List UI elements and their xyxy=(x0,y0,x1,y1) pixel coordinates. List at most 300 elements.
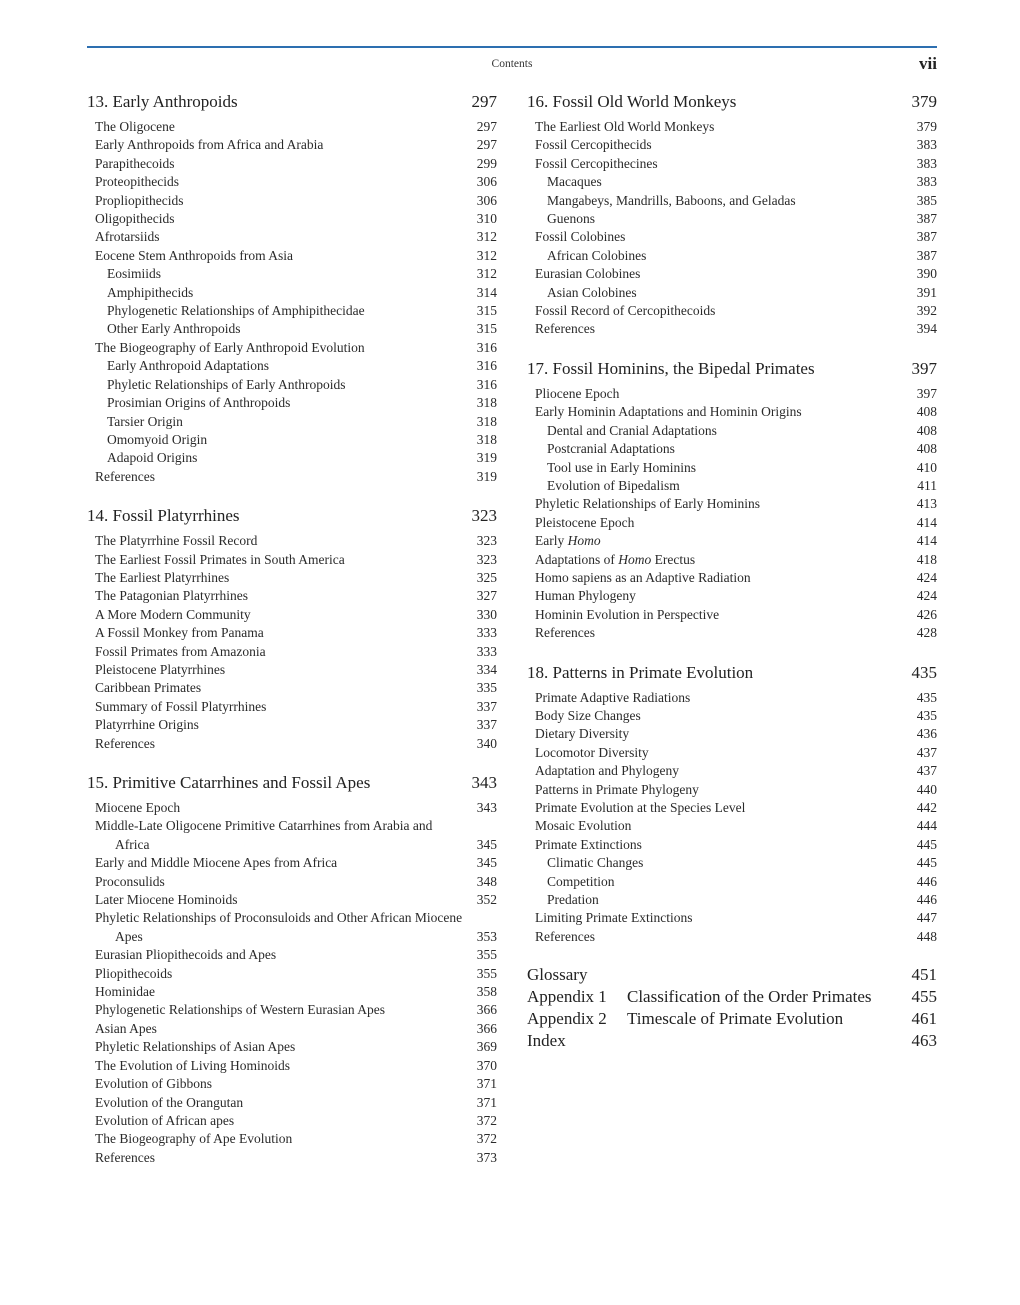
entry-page: 323 xyxy=(476,533,497,549)
entry-title: References xyxy=(95,468,155,484)
toc-entry[interactable] xyxy=(527,744,937,762)
entry-title: Asian Colobines xyxy=(547,284,637,300)
toc-entry[interactable] xyxy=(527,284,937,302)
entry-title: Hominidae xyxy=(95,984,155,1000)
entry-page: 312 xyxy=(476,229,497,245)
entry-page: 426 xyxy=(916,606,937,622)
backmatter-page: 461 xyxy=(911,1009,937,1029)
toc-entry[interactable] xyxy=(87,155,497,173)
chapter-heading[interactable] xyxy=(527,90,937,114)
entry-page: 428 xyxy=(916,625,937,641)
toc-entry[interactable] xyxy=(87,643,497,661)
entry-title: Phyletic Relationships of Early Anthropoids xyxy=(107,376,346,392)
entry-title: Fossil Cercopithecids xyxy=(535,137,652,153)
toc-entry[interactable] xyxy=(87,1001,497,1019)
entry-page: 397 xyxy=(916,385,937,401)
entry-title: Body Size Changes xyxy=(535,707,641,723)
toc-entry[interactable] xyxy=(527,173,937,191)
entry-title: Evolution of Bipedalism xyxy=(547,477,680,493)
entry-title: Eurasian Pliopithecoids and Apes xyxy=(95,947,277,963)
entry-title: The Biogeography of Early Anthropoid Evolution xyxy=(95,339,365,355)
toc-entry[interactable] xyxy=(87,1149,497,1167)
chapter-16 xyxy=(527,90,937,339)
toc-entry[interactable] xyxy=(527,403,937,421)
entry-page: 392 xyxy=(916,303,937,319)
entry-page: 408 xyxy=(916,422,937,438)
entry-title: The Platyrrhine Fossil Record xyxy=(95,533,258,549)
entry-title: Limiting Primate Extinctions xyxy=(535,910,693,926)
entry-page: 370 xyxy=(476,1057,497,1073)
toc-entry[interactable] xyxy=(527,514,937,532)
toc-entry[interactable] xyxy=(527,228,937,246)
entry-title: A Fossil Monkey from Panama xyxy=(95,625,264,641)
entry-page: 387 xyxy=(916,229,937,245)
entry-page: 330 xyxy=(476,606,497,622)
entry-page: 448 xyxy=(916,928,937,944)
chapter-page: 435 xyxy=(911,662,937,682)
entry-title: References xyxy=(535,928,595,944)
toc-entry[interactable] xyxy=(87,532,497,550)
entry-page: 299 xyxy=(476,155,497,171)
entry-page: 383 xyxy=(916,155,937,171)
toc-entry[interactable] xyxy=(87,854,497,872)
entry-page: 318 xyxy=(476,431,497,447)
entry-title: The Evolution of Living Hominoids xyxy=(95,1057,290,1073)
running-title: Contents xyxy=(491,58,533,70)
entry-page: 345 xyxy=(476,855,497,871)
toc-entry[interactable] xyxy=(527,873,937,891)
toc-entry[interactable] xyxy=(87,1057,497,1075)
entry-title: A More Modern Community xyxy=(95,606,251,622)
entry-title: Amphipithecids xyxy=(107,284,194,300)
toc-entry[interactable] xyxy=(87,1112,497,1130)
chapter-title: 15. Primitive Catarrhines and Fossil Apes xyxy=(87,773,371,792)
chapter-title: 14. Fossil Platyrrhines xyxy=(87,506,240,526)
entry-title: Pleistocene Epoch xyxy=(535,514,635,530)
entry-page: 383 xyxy=(916,174,937,190)
entry-page: 337 xyxy=(476,717,497,733)
toc-entry[interactable] xyxy=(87,228,497,246)
entry-title: Tool use in Early Hominins xyxy=(547,459,697,475)
chapter-heading[interactable] xyxy=(527,661,937,685)
entry-title: Eurasian Colobines xyxy=(535,266,641,282)
toc-entry[interactable] xyxy=(527,928,937,946)
entry-title: The Biogeography of Ape Evolution xyxy=(95,1131,293,1147)
toc-entry[interactable] xyxy=(527,155,937,173)
entry-page: 372 xyxy=(476,1112,497,1128)
toc-entry[interactable] xyxy=(87,247,497,265)
entry-page: 445 xyxy=(916,836,937,852)
chapter-heading[interactable] xyxy=(87,90,497,114)
entry-page: 394 xyxy=(916,321,937,337)
toc-entry[interactable] xyxy=(87,946,497,964)
entry-page: 312 xyxy=(476,247,497,263)
toc-entry[interactable] xyxy=(87,136,497,154)
toc-entry[interactable] xyxy=(87,468,497,486)
toc-entry[interactable] xyxy=(87,357,497,375)
entry-page: 369 xyxy=(476,1039,497,1055)
entry-title: Pleistocene Platyrrhines xyxy=(95,661,226,677)
entry-page: 418 xyxy=(916,551,937,567)
entry-page: 379 xyxy=(916,119,937,134)
entry-title: Hominin Evolution in Perspective xyxy=(535,606,720,622)
toc-entry[interactable] xyxy=(87,965,497,983)
chapter-page: 343 xyxy=(471,773,497,792)
chapter-page: 379 xyxy=(911,92,937,111)
entry-page: 435 xyxy=(916,707,937,723)
entry-title: Early Homo xyxy=(535,533,601,549)
toc-entry[interactable] xyxy=(87,551,497,569)
entry-title: The Patagonian Platyrrhines xyxy=(95,588,248,604)
toc-entry[interactable] xyxy=(87,661,497,679)
entry-title: Fossil Primates from Amazonia xyxy=(95,643,266,659)
entry-page: 385 xyxy=(916,192,937,208)
entry-page: 408 xyxy=(916,441,937,457)
toc-entry[interactable] xyxy=(527,725,937,743)
toc-entry[interactable] xyxy=(87,284,497,302)
toc-entry[interactable] xyxy=(87,449,497,467)
toc-entry[interactable] xyxy=(87,431,497,449)
chapter-page: 397 xyxy=(911,358,937,378)
toc-entry[interactable] xyxy=(527,551,937,569)
entry-page: 366 xyxy=(476,1020,497,1036)
entry-title: The Earliest Fossil Primates in South America xyxy=(95,551,345,567)
entry-page: 411 xyxy=(917,477,937,493)
entry-page: 414 xyxy=(916,514,937,530)
entry-title: The Oligocene xyxy=(95,119,175,134)
entry-page: 297 xyxy=(476,137,497,153)
entry-title: The Earliest Platyrrhines xyxy=(95,569,230,585)
toc-entry[interactable] xyxy=(87,376,497,394)
chapter-14 xyxy=(87,504,497,753)
entry-title: Adaptation and Phylogeny xyxy=(535,763,679,779)
entry-page: 325 xyxy=(476,569,497,585)
toc-entry[interactable] xyxy=(527,459,937,477)
toc-entry[interactable] xyxy=(527,192,937,210)
toc-entry[interactable] xyxy=(87,173,497,191)
entry-title: Early Anthropoids from Africa and Arabia xyxy=(95,137,324,153)
chapter-page: 323 xyxy=(471,506,497,526)
toc-entry[interactable] xyxy=(87,873,497,891)
entry-title: Platyrrhine Origins xyxy=(95,717,199,733)
entry-page: 372 xyxy=(476,1131,497,1147)
entry-page: 327 xyxy=(476,588,497,604)
entry-title: Dental and Cranial Adaptations xyxy=(547,422,717,438)
entry-title: Eocene Stem Anthropoids from Asia xyxy=(95,247,293,263)
entry-page: 306 xyxy=(476,174,497,190)
entry-page: 315 xyxy=(476,303,497,319)
chapter-17 xyxy=(527,357,937,643)
backmatter-title: Timescale of Primate Evolution xyxy=(627,1009,844,1029)
entry-title: Dietary Diversity xyxy=(535,726,630,742)
toc-entry[interactable] xyxy=(527,265,937,283)
entry-page: 414 xyxy=(916,533,937,549)
entry-page: 445 xyxy=(916,855,937,871)
entry-title: Fossil Record of Cercopithecoids xyxy=(535,303,716,319)
entry-page: 437 xyxy=(916,763,937,779)
toc-entry[interactable] xyxy=(87,569,497,587)
chapter-15 xyxy=(87,771,497,1167)
entry-title: Macaques xyxy=(547,174,602,190)
entry-page: 387 xyxy=(916,211,937,227)
entry-page: 447 xyxy=(916,910,937,926)
entry-title: Guenons xyxy=(547,211,595,227)
entry-title: Phyletic Relationships of Proconsuloids and Other African Miocene Apes xyxy=(95,910,463,944)
entry-page: 333 xyxy=(476,625,497,641)
entry-page: 340 xyxy=(476,735,497,751)
entry-page: 355 xyxy=(476,947,497,963)
entry-title: Parapithecoids xyxy=(95,155,175,171)
backmatter-list xyxy=(527,964,937,1052)
entry-title: Primate Evolution at the Species Level xyxy=(535,800,746,815)
entry-page: 337 xyxy=(476,698,497,714)
entry-page: 314 xyxy=(476,284,497,300)
toc-column-right xyxy=(527,90,937,1052)
chapter-heading[interactable] xyxy=(87,771,497,795)
backmatter-entry[interactable] xyxy=(527,1030,937,1052)
toc-entry[interactable] xyxy=(87,587,497,605)
toc-entry[interactable] xyxy=(87,698,497,716)
entry-title: Early and Middle Miocene Apes from Africa xyxy=(95,855,338,871)
entry-title: Fossil Cercopithecines xyxy=(535,155,658,171)
backmatter-title xyxy=(627,1030,912,1052)
backmatter-entry[interactable] xyxy=(527,964,937,986)
toc-entry[interactable] xyxy=(527,707,937,725)
toc-entry[interactable] xyxy=(87,302,497,320)
entry-title: Afrotarsiids xyxy=(95,229,160,245)
entry-title: Early Hominin Adaptations and Hominin Origins xyxy=(535,404,802,420)
chapter-title: 18. Patterns in Primate Evolution xyxy=(527,662,754,682)
toc-entry[interactable] xyxy=(87,735,497,753)
backmatter-page: 463 xyxy=(911,1031,937,1051)
entry-title: African Colobines xyxy=(547,247,647,263)
toc-entry[interactable] xyxy=(87,192,497,210)
entry-page: 353 xyxy=(476,928,497,944)
toc-entry[interactable] xyxy=(527,422,937,440)
entry-title: Adapoid Origins xyxy=(107,450,198,466)
entry-page: 424 xyxy=(916,588,937,604)
backmatter-page: 455 xyxy=(911,987,937,1007)
backmatter-label: Appendix 2 xyxy=(527,1009,607,1029)
entry-title: Phyletic Relationships of Asian Apes xyxy=(95,1039,296,1055)
toc-entry[interactable] xyxy=(87,716,497,734)
entry-page: 410 xyxy=(916,459,937,475)
toc-entry[interactable] xyxy=(527,247,937,265)
toc-entry[interactable] xyxy=(87,817,497,854)
entry-page: 387 xyxy=(916,247,937,263)
entry-page: 318 xyxy=(476,395,497,411)
toc-entry[interactable] xyxy=(87,1094,497,1112)
entry-page: 371 xyxy=(476,1076,497,1092)
toc-entry[interactable] xyxy=(527,587,937,605)
entry-title: Climatic Changes xyxy=(547,855,644,871)
entry-page: 319 xyxy=(476,468,497,484)
backmatter-title: Classification of the Order Primates xyxy=(627,987,872,1007)
entry-title: The Earliest Old World Monkeys xyxy=(535,119,715,134)
entry-title: Summary of Fossil Platyrrhines xyxy=(95,698,267,714)
entry-title: References xyxy=(95,735,155,751)
entry-page: 352 xyxy=(476,892,497,908)
toc-entry[interactable] xyxy=(527,440,937,458)
toc-entry[interactable] xyxy=(527,569,937,587)
entry-title: Eosimiids xyxy=(107,266,162,282)
toc-entry[interactable] xyxy=(527,118,937,136)
toc-entry[interactable] xyxy=(527,320,937,338)
entry-page: 383 xyxy=(916,137,937,153)
entry-title: Patterns in Primate Phylogeny xyxy=(535,781,699,797)
toc-entry[interactable] xyxy=(87,394,497,412)
entry-title: Evolution of Gibbons xyxy=(95,1076,212,1092)
entry-title: Miocene Epoch xyxy=(95,800,181,815)
entry-title: Proconsulids xyxy=(95,873,165,889)
running-header xyxy=(87,54,937,74)
toc-entry[interactable] xyxy=(527,689,937,707)
toc-entry[interactable] xyxy=(87,265,497,283)
entry-title: Prosimian Origins of Anthropoids xyxy=(107,395,291,411)
header-rule xyxy=(87,46,937,48)
toc-entry[interactable] xyxy=(87,891,497,909)
entry-title: Early Anthropoid Adaptations xyxy=(107,358,269,374)
entry-title: Primate Adaptive Radiations xyxy=(535,689,691,705)
entry-page: 446 xyxy=(916,873,937,889)
toc-entry[interactable] xyxy=(87,909,497,946)
entry-page: 316 xyxy=(476,376,497,392)
chapter-title: 13. Early Anthropoids xyxy=(87,92,238,111)
toc-entry[interactable] xyxy=(527,891,937,909)
entry-title: References xyxy=(535,625,595,641)
backmatter-entry[interactable] xyxy=(527,986,937,1008)
entry-page: 355 xyxy=(476,965,497,981)
entry-page: 371 xyxy=(476,1094,497,1110)
entry-page: 333 xyxy=(476,643,497,659)
entry-page: 358 xyxy=(476,984,497,1000)
entry-title: Human Phylogeny xyxy=(535,588,636,604)
entry-title: Fossil Colobines xyxy=(535,229,626,245)
entry-title: Asian Apes xyxy=(95,1020,157,1036)
toc-entry[interactable] xyxy=(527,799,937,817)
chapter-18 xyxy=(527,661,937,947)
entry-title: Competition xyxy=(547,873,615,889)
chapter-heading[interactable] xyxy=(527,357,937,381)
entry-page: 323 xyxy=(476,551,497,567)
toc-entry[interactable] xyxy=(87,1038,497,1056)
entry-title: Primate Extinctions xyxy=(535,836,642,852)
toc-entry[interactable] xyxy=(87,624,497,642)
entry-title: Phylogenetic Relationships of Amphipithecidae xyxy=(107,303,365,319)
entry-title: Tarsier Origin xyxy=(107,413,183,429)
toc-entry[interactable] xyxy=(87,1075,497,1093)
toc-entry[interactable] xyxy=(527,477,937,495)
entry-page: 442 xyxy=(916,800,937,815)
toc-column-left xyxy=(87,90,497,1185)
entry-page: 408 xyxy=(916,404,937,420)
chapter-heading[interactable] xyxy=(87,504,497,528)
chapter-title: 16. Fossil Old World Monkeys xyxy=(527,92,737,111)
entry-title: Middle-Late Oligocene Primitive Catarrhines from Arabia and Africa xyxy=(95,818,433,852)
toc-entry[interactable] xyxy=(87,210,497,228)
toc-entry[interactable] xyxy=(87,799,497,817)
entry-title: Phylogenetic Relationships of Western Eurasian Apes xyxy=(95,1002,385,1018)
entry-page: 348 xyxy=(476,873,497,889)
toc-entry[interactable] xyxy=(527,909,937,927)
entry-title: Caribbean Primates xyxy=(95,680,202,696)
chapter-page: 297 xyxy=(471,92,497,111)
toc-entry[interactable] xyxy=(87,118,497,136)
toc-entry[interactable] xyxy=(87,320,497,338)
entry-title: Postcranial Adaptations xyxy=(547,441,675,457)
toc-entry[interactable] xyxy=(87,983,497,1001)
page-number: vii xyxy=(919,54,937,73)
toc-entry[interactable] xyxy=(527,854,937,872)
backmatter-entry[interactable] xyxy=(527,1008,937,1030)
entry-page: 319 xyxy=(476,450,497,466)
entry-title: Later Miocene Hominoids xyxy=(95,892,238,908)
entry-page: 366 xyxy=(476,1002,497,1018)
entry-title: Evolution of the Orangutan xyxy=(95,1094,244,1110)
entry-page: 318 xyxy=(476,413,497,429)
toc-entry[interactable] xyxy=(87,413,497,431)
entry-page: 435 xyxy=(916,689,937,705)
entry-title: Mangabeys, Mandrills, Baboons, and Geladas xyxy=(547,192,796,208)
entry-page: 391 xyxy=(916,284,937,300)
toc-entry[interactable] xyxy=(527,495,937,513)
backmatter-label: Appendix 1 xyxy=(527,987,607,1007)
entry-title: Adaptations of Homo Erectus xyxy=(535,551,696,567)
entry-page: 373 xyxy=(476,1149,497,1165)
entry-title: Omomyoid Origin xyxy=(107,431,208,447)
toc-entry[interactable] xyxy=(527,606,937,624)
entry-title: Proteopithecids xyxy=(95,174,179,190)
toc-entry[interactable] xyxy=(527,624,937,642)
entry-page: 335 xyxy=(476,680,497,696)
entry-page: 316 xyxy=(476,358,497,374)
toc-entry[interactable] xyxy=(527,136,937,154)
toc-entry[interactable] xyxy=(527,762,937,780)
entry-page: 316 xyxy=(476,339,497,355)
entry-page: 310 xyxy=(476,211,497,227)
entry-page: 306 xyxy=(476,192,497,208)
entry-page: 440 xyxy=(916,781,937,797)
toc-entry[interactable] xyxy=(527,781,937,799)
entry-title: Locomotor Diversity xyxy=(535,744,649,760)
toc-entry[interactable] xyxy=(527,817,937,835)
entry-page: 446 xyxy=(916,892,937,908)
entry-page: 436 xyxy=(916,726,937,742)
entry-page: 345 xyxy=(476,836,497,852)
toc-entry[interactable] xyxy=(527,210,937,228)
entry-page: 424 xyxy=(916,569,937,585)
entry-title: Pliopithecoids xyxy=(95,965,173,981)
toc-entry[interactable] xyxy=(87,1130,497,1148)
toc-entry[interactable] xyxy=(87,339,497,357)
entry-title: References xyxy=(95,1149,155,1165)
chapter-title: 17. Fossil Hominins, the Bipedal Primates xyxy=(527,358,815,378)
entry-title: Evolution of African apes xyxy=(95,1112,235,1128)
toc-entry[interactable] xyxy=(87,1020,497,1038)
entry-page: 444 xyxy=(916,818,937,834)
toc-entry[interactable] xyxy=(527,385,937,403)
toc-entry[interactable] xyxy=(527,532,937,550)
entry-page: 343 xyxy=(476,800,497,815)
backmatter-label: Index xyxy=(527,1031,566,1051)
toc-entry[interactable] xyxy=(527,836,937,854)
backmatter-page: 451 xyxy=(911,965,937,985)
toc-entry[interactable] xyxy=(87,606,497,624)
entry-page: 437 xyxy=(916,744,937,760)
toc-entry[interactable] xyxy=(87,679,497,697)
toc-entry[interactable] xyxy=(527,302,937,320)
entry-title: Homo sapiens as an Adaptive Radiation xyxy=(535,569,751,585)
